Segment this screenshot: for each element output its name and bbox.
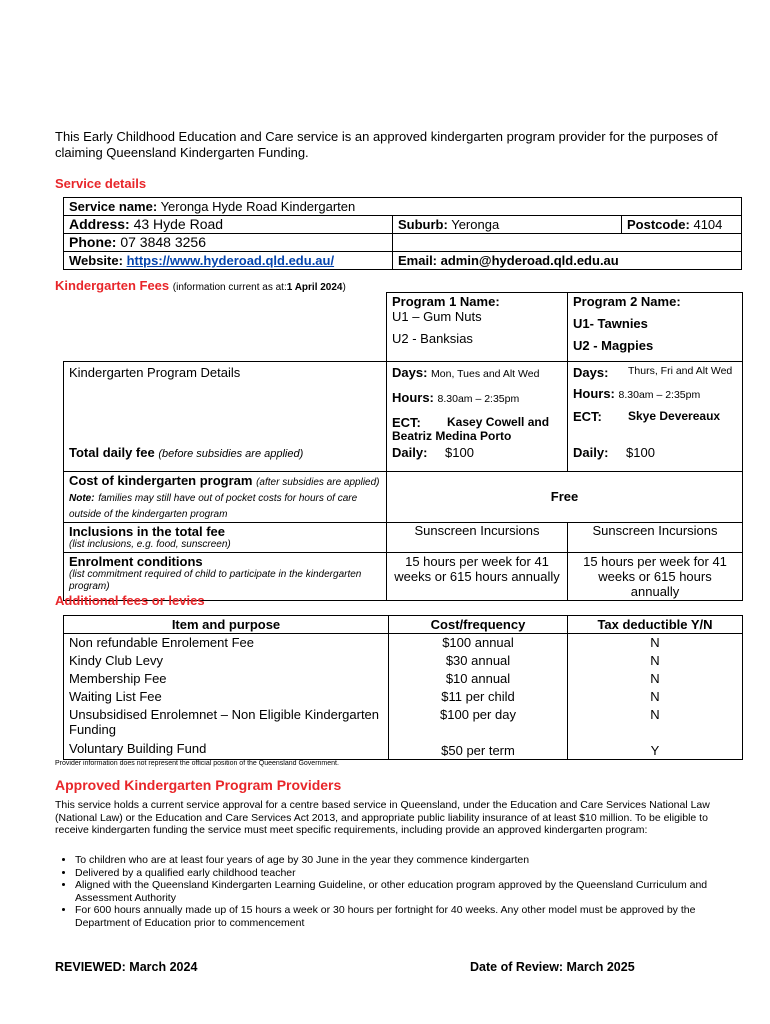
p2-ect-label: ECT: (573, 409, 602, 424)
empty-cell (393, 234, 742, 252)
cost-cell (64, 471, 387, 522)
fee-cost: $100 per day (440, 707, 516, 722)
providers-heading: Approved Kindergarten Program Providers (55, 777, 342, 793)
program-details-label: Kindergarten Program Details (69, 365, 241, 380)
additional-fees-heading: Additional fees or levies (55, 593, 205, 608)
fee-item: Unsubsidised Enrolemnet – Non Eligible Kindergarten Funding (69, 707, 380, 737)
p1-days: Mon, Tues and Alt Wed (431, 368, 540, 380)
program1-details (387, 362, 568, 445)
list-item: • To children who are at least four years of age by 30 June in the year they commence kindergarten (75, 854, 740, 867)
cost-note1: (after subsidies are applied) (256, 476, 380, 488)
postcode-label: Postcode: (627, 217, 690, 232)
p2-enrolment: 15 hours per week for 41 weeks or 615 hours annually (568, 552, 743, 600)
program2-line2: U2 - Magpies (573, 338, 654, 353)
website-label: Website: (69, 253, 123, 268)
service-name-cell (64, 198, 742, 216)
email-label: Email: (398, 253, 438, 268)
email-cell (393, 252, 742, 270)
program-details-label-cell (64, 362, 387, 445)
suburb-value: Yeronga (451, 217, 500, 232)
reviewed-date: REVIEWED: March 2024 (55, 960, 198, 974)
p1-daily: $100 (445, 445, 474, 460)
phone-cell (64, 234, 393, 252)
phone-value: 07 3848 3256 (120, 234, 206, 250)
fee-tax: N (650, 689, 660, 704)
fee-item: Non refundable Enrolement Fee (69, 635, 255, 650)
p1-ect-label: ECT: (392, 415, 421, 430)
inclusions-label: Inclusions in the total fee (69, 523, 226, 539)
fee-tax: N (650, 653, 660, 668)
fee-item: Kindy Club Levy (69, 653, 163, 668)
p1-inclusions: Sunscreen Incursions (387, 522, 568, 552)
program2-name-label: Program 2 Name: (573, 294, 681, 309)
suburb-label: Suburb: (398, 217, 448, 232)
fee-tax: Y (568, 740, 743, 760)
p2-hours: 8.30am – 2:35pm (618, 389, 701, 401)
enrolment-note: (list commitment required of child to participate in the kindergarten program) (69, 568, 362, 592)
p2-ect: Skye Devereaux (628, 409, 721, 423)
p2-days-label: Days: (573, 365, 609, 380)
address-cell (64, 216, 393, 234)
kindergarten-fees-heading-line (55, 278, 346, 293)
email-value: admin@hyderoad.qld.edu.au (440, 253, 619, 268)
suburb-cell (393, 216, 622, 234)
enrolment-label: Enrolment conditions (69, 553, 203, 569)
total-fee-note: (before subsidies are applied) (158, 448, 304, 460)
p1-daily-label: Daily: (392, 445, 428, 460)
fee-cost: $50 per term (389, 740, 568, 760)
fee-tax: N (650, 671, 660, 686)
fee-cost: $11 per child (441, 689, 515, 704)
fee-item: Waiting List Fee (69, 689, 162, 704)
p2-hours-label: Hours: (573, 386, 615, 401)
date-of-review: Date of Review: March 2025 (470, 960, 635, 974)
address-value: 43 Hyde Road (133, 216, 224, 232)
fee-item: Voluntary Building Fund (64, 740, 389, 760)
postcode-cell (622, 216, 742, 234)
header-tax: Tax deductible Y/N (568, 616, 743, 634)
fee-cost: $30 annual (445, 653, 511, 668)
providers-bullet-list (55, 854, 740, 929)
fees-table (63, 361, 743, 601)
cost-value: Free (387, 471, 743, 522)
fees-note-prefix: (information current as at: (172, 282, 287, 293)
p1-days-label: Days: (392, 365, 428, 380)
header-item: Item and purpose (64, 616, 389, 634)
website-cell (64, 252, 393, 270)
fee-tax: N (650, 635, 660, 650)
p2-daily-cell (568, 444, 743, 471)
program-header-table (386, 292, 743, 362)
program2-line1: U1- Tawnies (573, 316, 648, 331)
list-item: • For 600 hours annually made up of 15 hours a week or 30 hours per fortnight for 40 weeks. Any other model must be approved by the Department of Education prior to commencement (75, 904, 740, 929)
additional-fees-table (63, 615, 743, 760)
p2-inclusions: Sunscreen Incursions (568, 522, 743, 552)
fee-cost: $100 annual (442, 635, 514, 650)
service-details-table (63, 197, 742, 270)
fees-note-suffix: ) (342, 282, 346, 293)
program1-name-label: Program 1 Name: (392, 294, 500, 309)
kindergarten-fees-heading: Kindergarten Fees (55, 278, 170, 293)
p2-daily-label: Daily: (573, 445, 609, 460)
program2-header (568, 293, 743, 362)
cost-note2: families may still have out of pocket costs for hours of care outside of the kindergarten program (69, 492, 358, 520)
p1-daily-cell (387, 444, 568, 471)
service-details-heading: Service details (55, 176, 147, 191)
address-label: Address: (69, 216, 130, 232)
list-item: • Delivered by a qualified early childhood teacher (75, 867, 740, 880)
program1-line2: U2 - Banksias (392, 331, 473, 346)
inclusions-cell (64, 522, 387, 552)
program2-details (568, 362, 743, 445)
website-link[interactable]: https://www.hyderoad.qld.edu.au/ (126, 253, 335, 268)
cost-note-bold: Note: (69, 492, 95, 504)
fee-tax: N (650, 707, 660, 722)
providers-paragraph: This service holds a current service approval for a centre based service in Queensland, under the Education and Care Services National Law (National Law) or the Education and Care Services Act 2013, and appropriate public liability insurance of at least $10 million. To be eligible to receive kindergarten funding the service must meet specific requirements, including provide an approved kindergarten program: (55, 799, 710, 836)
postcode-value: 4104 (693, 217, 723, 232)
header-cost: Cost/frequency (389, 616, 568, 634)
service-name-label: Service name: (69, 199, 158, 214)
p1-hours-label: Hours: (392, 390, 434, 405)
total-fee-label: Total daily fee (69, 445, 155, 460)
program1-header (387, 293, 568, 362)
intro-paragraph: This Early Childhood Education and Care service is an approved kindergarten program provider for the purposes of claiming Queensland Kindergarten Funding. (55, 129, 718, 160)
p1-enrolment: 15 hours per week for 41 weeks or 615 hours annually (387, 552, 568, 600)
inclusions-note: (list inclusions, e.g. food, sunscreen) (69, 538, 231, 550)
fee-item: Membership Fee (69, 671, 167, 686)
list-item: • Aligned with the Queensland Kindergarten Learning Guideline, or other education program approved by the Queensland Curriculum and Assessment Authority (75, 879, 740, 904)
p1-hours: 8.30am – 2:35pm (437, 393, 520, 405)
fee-cost: $10 annual (445, 671, 511, 686)
phone-label: Phone: (69, 234, 117, 250)
service-name-value: Yeronga Hyde Road Kindergarten (160, 199, 356, 214)
p1-ect: Kasey Cowell and Beatriz Medina Porto (392, 415, 550, 443)
p2-days: Thurs, Fri and Alt Wed (628, 365, 733, 377)
p2-daily: $100 (626, 445, 655, 460)
program1-line1: U1 – Gum Nuts (392, 309, 482, 324)
fees-note-date: 1 April 2024 (286, 282, 343, 293)
cost-label: Cost of kindergarten program (69, 472, 253, 488)
disclaimer: Provider information does not represent the official position of the Queensland Government. (55, 760, 339, 767)
total-fee-cell (64, 444, 387, 471)
